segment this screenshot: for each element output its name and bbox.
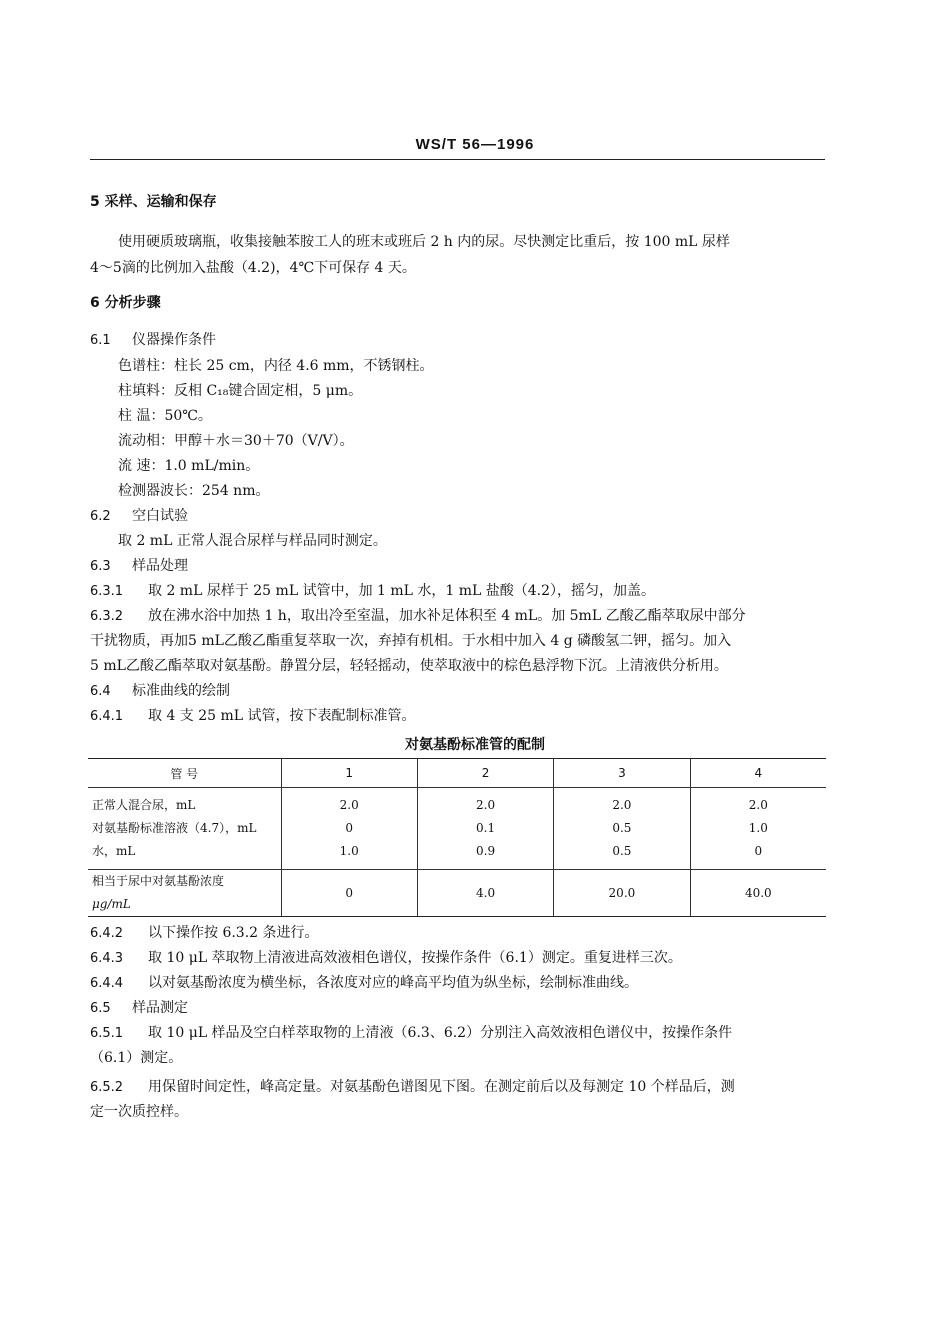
header-col-4: 4 [690, 759, 826, 788]
table-cell: 2.0 [339, 798, 359, 812]
header-col-2: 2 [417, 759, 553, 788]
clause-6-4-1 [90, 706, 416, 727]
clause-text-line-1: 用保留时间定性，峰高定量。对氨基酚色谱图见下图。在测定前后以及每测定 10 个样品后，测 [148, 1079, 735, 1095]
condition-flow-rate: 流 速：1.0 mL/min。 [118, 458, 260, 474]
clause-text: 取 4 支 25 mL 试管，按下表配制标准管。 [148, 708, 416, 724]
clause-6-4 [90, 681, 230, 702]
row-labels [88, 788, 281, 870]
clause-title: 样品处理 [132, 558, 188, 574]
clause-6-3 [90, 556, 188, 577]
table-cell: 2.0 [476, 798, 496, 812]
clause-number: 6.5.1 [90, 1026, 124, 1041]
clause-text-line-1: 放在沸水浴中加热 1 h，取出冷至室温，加水补足体积至 4 mL。加 5mL 乙酸乙酯萃取尿中部分 [148, 608, 746, 624]
clause-6-3-2-line-2: 干扰物质，再加5 mL乙酸乙酯重复萃取一次，弃掉有机相。于水相中加入 4 g 磷酸氢二钾，摇匀。加入 [90, 633, 732, 649]
row-label: 对氨基酚标准溶液（4.7），mL [92, 821, 257, 835]
clause-6-5 [90, 998, 188, 1019]
header-tube-no: 管 号 [88, 759, 281, 788]
table-conc-row [88, 870, 826, 917]
conc-label-line-1: 相当于尿中对氨基酚浓度 [92, 874, 225, 888]
conc-label [88, 870, 281, 917]
clause-6-1 [90, 330, 216, 351]
table-cell: 0.1 [476, 821, 496, 835]
table-cell: 2.0 [612, 798, 632, 812]
clause-6-5-2 [90, 1077, 735, 1098]
header-rule [90, 159, 825, 160]
table-cell: 0.5 [612, 821, 632, 835]
table-cell: 40.0 [690, 870, 826, 917]
clause-title: 样品测定 [132, 1000, 188, 1016]
clause-6-2 [90, 506, 188, 527]
conc-label-line-2: μg/mL [92, 897, 131, 911]
row-label: 水，mL [92, 844, 136, 858]
clause-number: 6.1 [90, 333, 111, 348]
condition-wavelength: 检测器波长：254 nm。 [118, 483, 270, 499]
col-1-values [281, 788, 417, 870]
table-cell: 0 [754, 844, 763, 858]
clause-6-3-2 [90, 606, 746, 627]
col-4-values [690, 788, 826, 870]
table-cell: 2.0 [748, 798, 768, 812]
clause-6-4-4 [90, 973, 638, 994]
row-label: 正常人混合尿，mL [92, 798, 196, 812]
table-cell: 1.0 [339, 844, 359, 858]
table-cell: 0 [345, 821, 354, 835]
section-5-para-line-1: 使用硬质玻璃瓶，收集接触苯胺工人的班末或班后 2 h 内的尿。尽快测定比重后，按 100 mL 尿样 [118, 234, 730, 250]
clause-text: 以对氨基酚浓度为横坐标，各浓度对应的峰高平均值为纵坐标，绘制标准曲线。 [148, 975, 638, 991]
table-header-row [88, 759, 826, 788]
condition-packing: 柱填料：反相 C₁₈键合固定相，5 μm。 [118, 383, 363, 399]
col-2-values [417, 788, 553, 870]
clause-number: 6.2 [90, 509, 111, 524]
condition-mobile-phase: 流动相：甲醇＋水＝30＋70（V/V）。 [118, 433, 354, 449]
standard-tube-table [88, 758, 826, 917]
clause-6-4-2 [90, 923, 319, 944]
section-5-title: 5 采样、运输和保存 [90, 194, 217, 210]
table-cell: 4.0 [417, 870, 553, 917]
clause-6-5-2-line-2: 定一次质控样。 [90, 1104, 188, 1120]
section-5-para-line-2: 4～5滴的比例加入盐酸（4.2)，4℃下可保存 4 天。 [90, 260, 416, 276]
clause-6-3-2-line-3: 5 mL乙酸乙酯萃取对氨基酚。静置分层，轻轻摇动，使萃取液中的棕色悬浮物下沉。上清液供分析用。 [90, 658, 728, 674]
clause-text-line-1: 取 10 μL 样品及空白样萃取物的上清液（6.3、6.2）分别注入高效液相色谱仪中，按操作条件 [148, 1025, 733, 1041]
header-col-3: 3 [554, 759, 690, 788]
clause-6-2-text: 取 2 mL 正常人混合尿样与样品同时测定。 [118, 533, 387, 549]
clause-6-3-1 [90, 581, 655, 602]
table-cell: 0 [281, 870, 417, 917]
clause-title: 标准曲线的绘制 [132, 683, 230, 699]
clause-title: 空白试验 [132, 508, 188, 524]
clause-number: 6.5.2 [90, 1080, 124, 1095]
clause-6-5-1-line-2: （6.1）测定。 [90, 1050, 183, 1066]
clause-title: 仪器操作条件 [132, 332, 216, 348]
clause-6-4-3 [90, 948, 682, 969]
section-6-title: 6 分析步骤 [90, 295, 161, 311]
clause-number: 6.4.1 [90, 709, 124, 724]
clause-text: 取 10 μL 萃取物上清液进高效液相色谱仪，按操作条件（6.1）测定。重复进样三次。 [148, 950, 682, 966]
clause-text: 以下操作按 6.3.2 条进行。 [148, 925, 319, 941]
header-col-1: 1 [281, 759, 417, 788]
clause-number: 6.5 [90, 1001, 111, 1016]
clause-text: 取 2 mL 尿样于 25 mL 试管中，加 1 mL 水，1 mL 盐酸（4.2），摇匀，加盖。 [148, 583, 656, 599]
table-cell: 0.5 [612, 844, 632, 858]
clause-number: 6.4.4 [90, 976, 124, 991]
standard-code-header: WS/T 56—1996 [415, 136, 535, 153]
table-cell: 0.9 [476, 844, 496, 858]
table-cell: 20.0 [554, 870, 690, 917]
clause-number: 6.3.1 [90, 584, 124, 599]
clause-number: 6.4.2 [90, 926, 124, 941]
table-body-row [88, 788, 826, 870]
table-caption: 对氨基酚标准管的配制 [405, 737, 545, 753]
clause-number: 6.3 [90, 559, 111, 574]
col-3-values [554, 788, 690, 870]
condition-column: 色谱柱：柱长 25 cm，内径 4.6 mm，不锈钢柱。 [118, 358, 434, 374]
condition-temperature: 柱 温：50℃。 [118, 408, 212, 424]
clause-6-5-1 [90, 1023, 732, 1044]
clause-number: 6.4 [90, 684, 111, 699]
clause-number: 6.4.3 [90, 951, 124, 966]
clause-number: 6.3.2 [90, 609, 124, 624]
table-cell: 1.0 [748, 821, 768, 835]
